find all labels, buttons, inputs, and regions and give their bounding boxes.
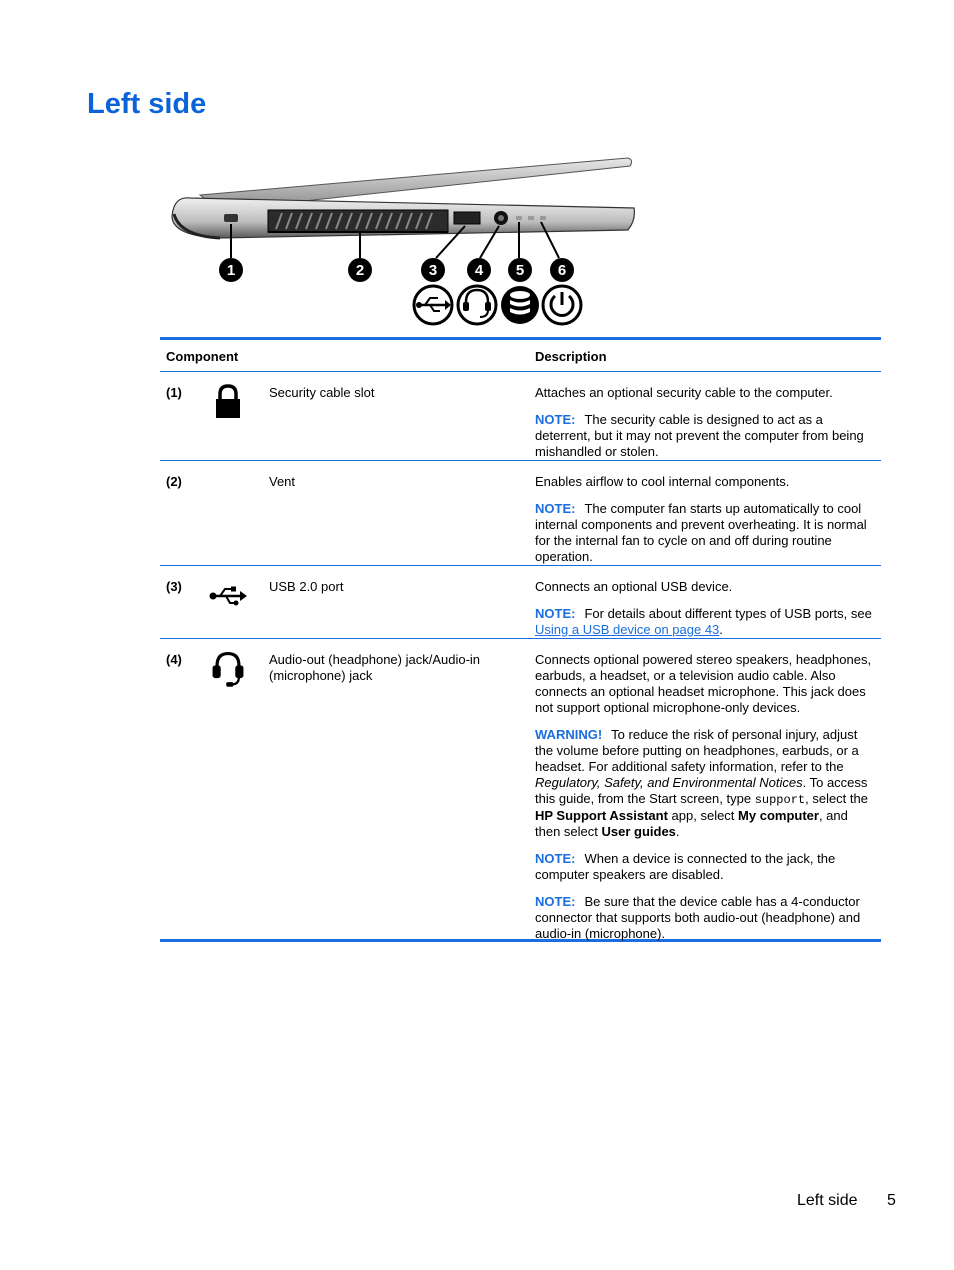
usb-icon [414,286,452,324]
laptop-left-side-illustration [160,150,650,330]
row-number: (2) [166,474,182,489]
usb-icon [208,576,248,616]
svg-text:4: 4 [474,262,484,279]
note [535,501,875,565]
description-text: Enables airflow to cool internal components. [535,474,790,489]
support-command: support [754,793,806,807]
note [535,412,875,460]
note-label: NOTE: [535,851,576,866]
hp-support-assistant-label: HP Support Assistant [535,808,668,823]
footer-section-title: Left side [797,1192,858,1209]
component-name: Audio-out (headphone) jack/Audio-in (microphone) jack [269,652,481,683]
header-description: Description [535,349,607,364]
note [535,606,875,638]
page-title: Left side [87,88,207,120]
note-label: NOTE: [535,501,576,516]
warning-label: WARNING! [535,727,603,742]
header-component: Component [166,349,239,364]
note-label: NOTE: [535,412,576,427]
callout-4 [467,258,491,282]
table-header [160,340,881,372]
description-text: Connects optional powered stereo speakers, headphones, earbuds, a headset, or a television audio cable. Also connects an optional headset microphone. This jack does not support optional microphone-only devices. [535,652,872,715]
note-text: The computer fan starts up automatically to cool internal components and prevent overheating. It is normal for the internal fan to cycle on and off during routine operation. [535,501,867,564]
table-row [160,461,881,566]
component-table [160,337,881,942]
user-guides-label: User guides [601,824,676,839]
description-text: Attaches an optional security cable to the computer. [535,385,833,400]
power-icon [543,286,581,324]
callout-6 [550,258,574,282]
callout-3 [421,258,445,282]
svg-text:2: 2 [355,262,365,279]
table-row [160,372,881,461]
note-text: When a device is connected to the jack, the computer speakers are disabled. [535,851,836,882]
warning [535,727,875,840]
warning-text-3: , select the [805,791,868,806]
lock-icon [208,382,248,422]
my-computer-label: My computer [738,808,819,823]
svg-text:5: 5 [515,262,525,279]
row-number: (4) [166,652,182,667]
callout-2 [348,258,372,282]
description-text: Connects an optional USB device. [535,579,733,594]
note-text: For details about different types of USB ports, see [584,606,872,621]
page-number: 5 [887,1192,896,1209]
table-row [160,639,881,939]
headset-icon [208,649,248,689]
drive-icon [501,286,539,324]
svg-text:6: 6 [557,262,567,279]
component-name: USB 2.0 port [269,579,344,594]
note-text: The security cable is designed to act as a deterrent, but it may not prevent the computer from being mishandled or stolen. [535,412,864,459]
component-name: Security cable slot [269,385,375,400]
svg-text:1: 1 [226,262,236,279]
note-label: NOTE: [535,606,576,621]
regulatory-notices-title: Regulatory, Safety, and Environmental Notices [535,775,803,790]
warning-text-2: . To access this guide, from the Start screen, type [535,775,868,806]
headset-icon [458,286,496,324]
warning-text-4: app, select [671,808,735,823]
note-text: Be sure that the device cable has a 4-conductor connector that supports both audio-out (headphone) and audio-in (microphone). [535,894,861,941]
note-end: . [719,622,723,637]
component-description [535,639,875,961]
warning-text: To reduce the risk of personal injury, adjust the volume before putting on headphones, earbuds, or a headset. For additional safety information, refer to the [535,727,859,774]
svg-text:3: 3 [428,262,438,279]
usb-device-link[interactable]: Using a USB device on page 43 [535,622,720,637]
callout-5 [508,258,532,282]
warning-text-6: . [675,824,680,839]
note [535,894,875,942]
table-row [160,566,881,639]
row-number: (3) [166,579,182,594]
callout-1 [219,258,243,282]
note-label: NOTE: [535,894,576,909]
component-name: Vent [269,474,296,489]
row-number: (1) [166,385,182,400]
warning-text-5: , and then select [535,808,848,839]
note [535,851,875,883]
